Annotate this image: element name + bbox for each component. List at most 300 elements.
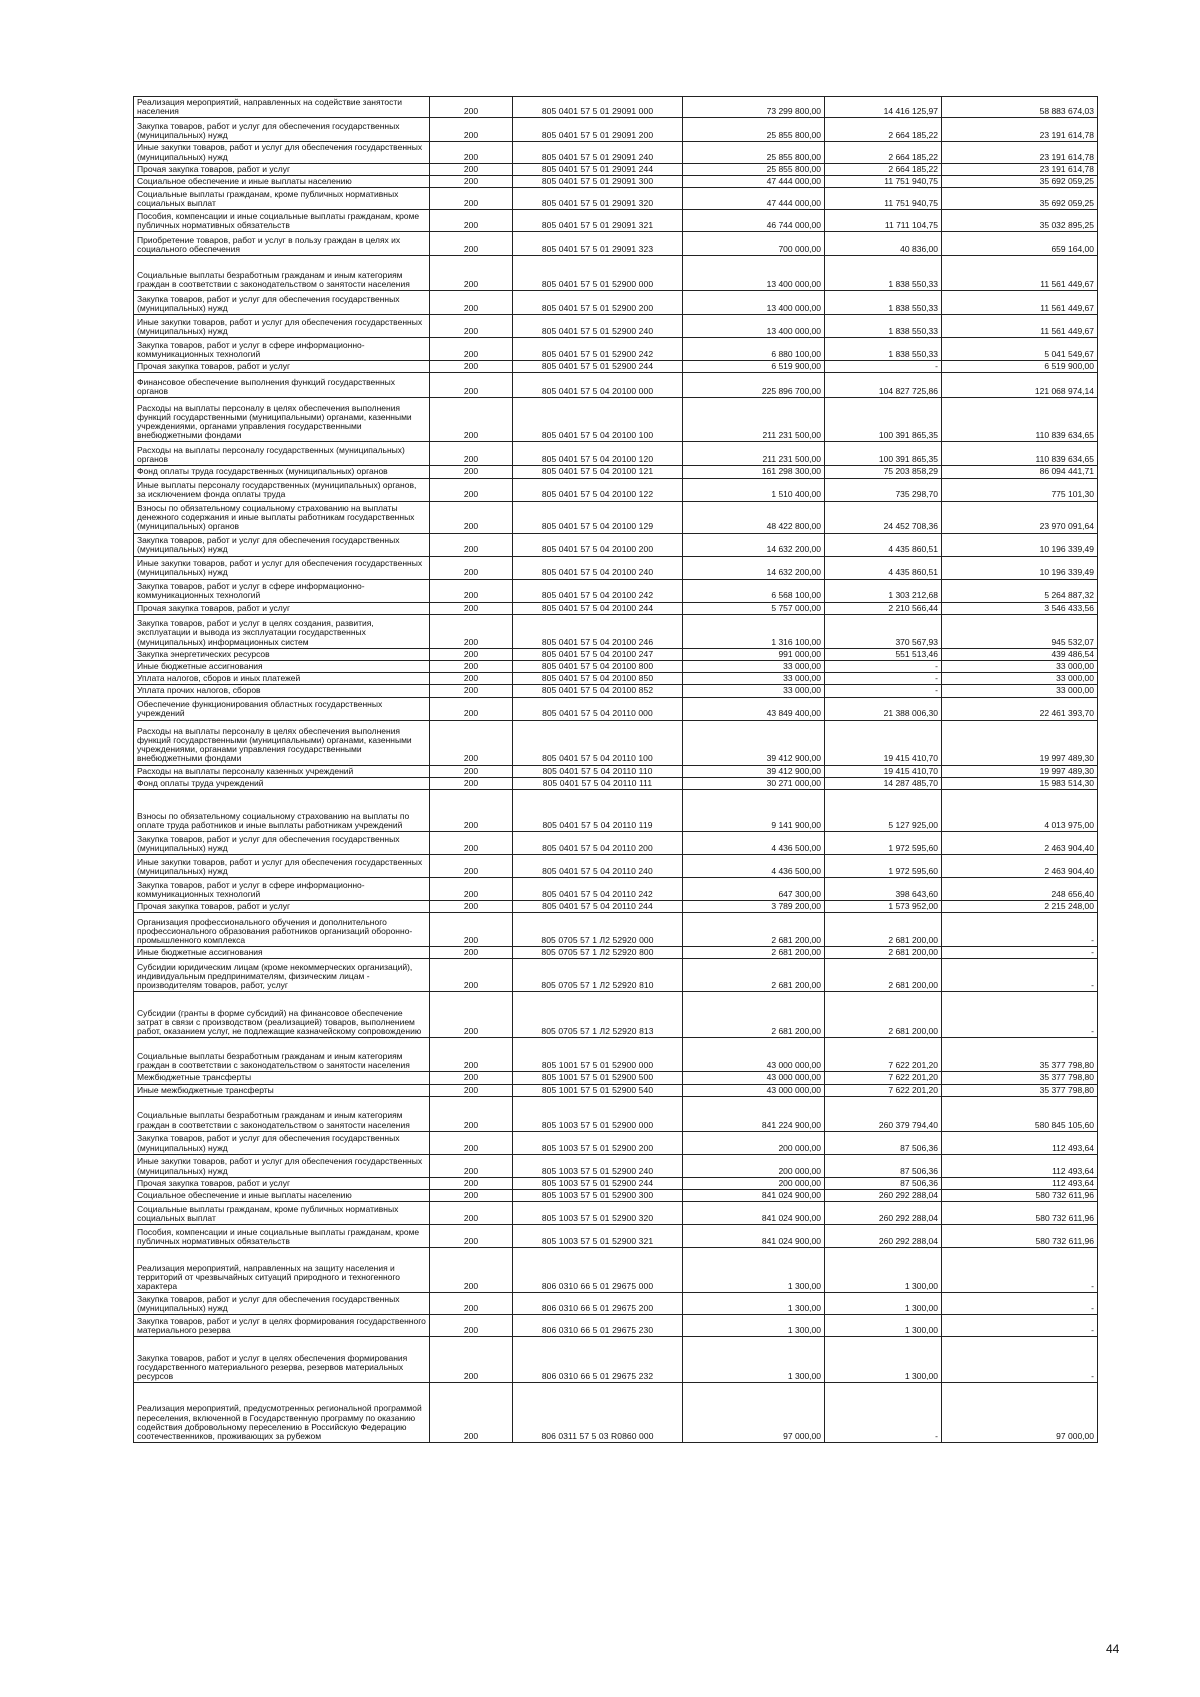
cell-exec: - <box>825 685 942 697</box>
cell-exec: 2 681 200,00 <box>825 959 942 992</box>
cell-plan: 200 000,00 <box>683 1154 825 1177</box>
cell-plan: 6 519 900,00 <box>683 361 825 373</box>
cell-name: Прочая закупка товаров, работ и услуг <box>134 901 430 913</box>
cell-name: Социальные выплаты безработным гражданам и иным категориям граждан в соответствии с законодательством о занятости населения <box>134 1096 430 1131</box>
cell-vr: 200 <box>430 901 513 913</box>
cell-name: Иные бюджетные ассигнования <box>134 947 430 959</box>
cell-code: 806 0311 57 5 03 R0860 000 <box>513 1383 683 1443</box>
cell-name: Закупка товаров, работ и услуг в сфере информационно-коммуникационных технологий <box>134 338 430 361</box>
cell-code: 806 0310 66 5 01 29675 232 <box>513 1337 683 1383</box>
cell-exec: - <box>825 661 942 673</box>
cell-plan: 4 436 500,00 <box>683 855 825 878</box>
cell-vr: 200 <box>430 1315 513 1337</box>
cell-code: 805 0401 57 5 04 20100 852 <box>513 685 683 697</box>
cell-plan: 73 299 800,00 <box>683 97 825 118</box>
cell-plan: 25 855 800,00 <box>683 142 825 163</box>
cell-vr: 200 <box>430 533 513 556</box>
cell-vr: 200 <box>430 466 513 478</box>
cell-vr: 200 <box>430 648 513 660</box>
cell-plan: 43 000 000,00 <box>683 1072 825 1084</box>
table-row <box>134 1293 1098 1315</box>
cell-name: Социальное обеспечение и иные выплаты населению <box>134 1190 430 1202</box>
cell-rest: 19 997 489,30 <box>942 720 1098 765</box>
cell-rest: 110 839 634,65 <box>942 442 1098 466</box>
cell-code: 805 1003 57 5 01 52900 321 <box>513 1225 683 1248</box>
cell-vr: 200 <box>430 118 513 142</box>
cell-name: Пособия, компенсации и иные социальные выплаты гражданам, кроме публичных нормативных обязательств <box>134 1225 430 1248</box>
cell-exec: 7 622 201,20 <box>825 1038 942 1072</box>
cell-code: 805 0401 57 5 01 52900 000 <box>513 256 683 291</box>
cell-code: 805 0401 57 5 04 20100 247 <box>513 648 683 660</box>
cell-exec: 1 303 212,68 <box>825 579 942 602</box>
cell-exec: 2 664 185,22 <box>825 118 942 142</box>
cell-rest: 2 463 904,40 <box>942 855 1098 878</box>
cell-rest: 248 656,40 <box>942 878 1098 901</box>
cell-code: 805 0401 57 5 04 20100 240 <box>513 556 683 579</box>
cell-exec: 2 664 185,22 <box>825 163 942 175</box>
cell-name: Реализация мероприятий, предусмотренных региональной программой переселения, включенной в Государственную программу по оказанию содействия добровольному переселению в Российскую Федерацию соотечественников, проживающих за рубежом <box>134 1383 430 1443</box>
cell-exec: 4 435 860,51 <box>825 533 942 556</box>
table-row <box>134 118 1098 142</box>
cell-code: 805 0401 57 5 04 20100 244 <box>513 602 683 614</box>
table-row <box>134 315 1098 338</box>
cell-name: Пособия, компенсации и иные социальные выплаты гражданам, кроме публичных нормативных обязательств <box>134 210 430 232</box>
table-row <box>134 648 1098 660</box>
cell-rest: 6 519 900,00 <box>942 361 1098 373</box>
cell-name: Закупка товаров, работ и услуг для обеспечения государственных (муниципальных) нужд <box>134 533 430 556</box>
cell-plan: 13 400 000,00 <box>683 256 825 291</box>
cell-exec: 87 506,36 <box>825 1131 942 1154</box>
cell-rest: 35 377 798,80 <box>942 1038 1098 1072</box>
cell-code: 805 0401 57 5 04 20100 120 <box>513 442 683 466</box>
cell-rest: 659 164,00 <box>942 232 1098 256</box>
cell-plan: 14 632 200,00 <box>683 556 825 579</box>
table-row <box>134 338 1098 361</box>
cell-name: Расходы на выплаты персоналу казенных учреждений <box>134 765 430 777</box>
table-row <box>134 442 1098 466</box>
table-row <box>134 142 1098 163</box>
cell-name: Фонд оплаты труда учреждений <box>134 777 430 789</box>
cell-code: 805 0401 57 5 04 20110 244 <box>513 901 683 913</box>
cell-code: 805 0401 57 5 04 20110 111 <box>513 777 683 789</box>
cell-rest: 580 732 611,96 <box>942 1202 1098 1225</box>
cell-plan: 39 412 900,00 <box>683 765 825 777</box>
cell-exec: 7 622 201,20 <box>825 1084 942 1096</box>
cell-exec: 24 452 708,36 <box>825 501 942 533</box>
cell-vr: 200 <box>430 1202 513 1225</box>
cell-exec: - <box>825 361 942 373</box>
cell-code: 805 0401 57 5 01 52900 240 <box>513 315 683 338</box>
cell-vr: 200 <box>430 1337 513 1383</box>
cell-vr: 200 <box>430 614 513 648</box>
cell-name: Социальные выплаты безработным гражданам и иным категориям граждан в соответствии с законодательством о занятости населения <box>134 256 430 291</box>
cell-rest: - <box>942 992 1098 1038</box>
cell-name: Иные бюджетные ассигнования <box>134 661 430 673</box>
cell-rest: 112 493,64 <box>942 1154 1098 1177</box>
cell-vr: 200 <box>430 661 513 673</box>
cell-code: 805 0401 57 5 04 20110 240 <box>513 855 683 878</box>
cell-rest: 22 461 393,70 <box>942 697 1098 720</box>
cell-vr: 200 <box>430 97 513 118</box>
cell-code: 805 0401 57 5 04 20110 110 <box>513 765 683 777</box>
cell-code: 805 0401 57 5 04 20110 000 <box>513 697 683 720</box>
cell-exec: 7 622 201,20 <box>825 1072 942 1084</box>
cell-code: 805 0705 57 1 Л2 52920 810 <box>513 959 683 992</box>
cell-name: Прочая закупка товаров, работ и услуг <box>134 361 430 373</box>
cell-rest: 112 493,64 <box>942 1177 1098 1189</box>
table-row <box>134 256 1098 291</box>
table-row <box>134 878 1098 901</box>
cell-exec: 260 379 794,40 <box>825 1096 942 1131</box>
cell-name: Иные выплаты персоналу государственных (муниципальных) органов, за исключением фонда оплаты труда <box>134 478 430 501</box>
cell-name: Закупка товаров, работ и услуг для обеспечения государственных (муниципальных) нужд <box>134 1293 430 1315</box>
cell-exec: 19 415 410,70 <box>825 720 942 765</box>
cell-vr: 200 <box>430 1154 513 1177</box>
cell-code: 806 0310 66 5 01 29675 230 <box>513 1315 683 1337</box>
cell-code: 805 0401 57 5 04 20100 200 <box>513 533 683 556</box>
budget-execution-table <box>133 96 1098 1443</box>
cell-rest: 4 013 975,00 <box>942 790 1098 832</box>
cell-plan: 841 024 900,00 <box>683 1225 825 1248</box>
cell-exec: 75 203 858,29 <box>825 466 942 478</box>
cell-vr: 200 <box>430 1248 513 1293</box>
cell-exec: - <box>825 673 942 685</box>
cell-name: Расходы на выплаты персоналу государственных (муниципальных) органов <box>134 442 430 466</box>
table-row <box>134 361 1098 373</box>
cell-plan: 841 224 900,00 <box>683 1096 825 1131</box>
cell-rest: 439 486,54 <box>942 648 1098 660</box>
cell-rest: - <box>942 1315 1098 1337</box>
cell-rest: - <box>942 1248 1098 1293</box>
cell-plan: 25 855 800,00 <box>683 163 825 175</box>
cell-vr: 200 <box>430 685 513 697</box>
cell-name: Субсидии (гранты в форме субсидий) на финансовое обеспечение затрат в связи с производством (реализацией) товаров, выполнением работ, оказанием услуг, не подлежащие казначейскому сопровождению <box>134 992 430 1038</box>
table-row <box>134 661 1098 673</box>
table-row <box>134 1177 1098 1189</box>
cell-exec: 87 506,36 <box>825 1177 942 1189</box>
cell-name: Закупка товаров, работ и услуг в целях формирования государственного материального резерва <box>134 1315 430 1337</box>
cell-exec: 104 827 725,86 <box>825 373 942 398</box>
cell-name: Социальные выплаты гражданам, кроме публичных нормативных социальных выплат <box>134 188 430 210</box>
cell-name: Приобретение товаров, работ и услуг в пользу граждан в целях их социального обеспечения <box>134 232 430 256</box>
table-row <box>134 1248 1098 1293</box>
cell-vr: 200 <box>430 720 513 765</box>
cell-name: Закупка товаров, работ и услуг в целях обеспечения формирования государственного материального резерва, резервов материальных ресурсов <box>134 1337 430 1383</box>
cell-name: Прочая закупка товаров, работ и услуг <box>134 1177 430 1189</box>
cell-rest: 11 561 449,67 <box>942 291 1098 315</box>
cell-code: 805 0401 57 5 01 52900 242 <box>513 338 683 361</box>
cell-name: Иные закупки товаров, работ и услуг для обеспечения государственных (муниципальных) нужд <box>134 556 430 579</box>
cell-code: 805 0401 57 5 01 52900 200 <box>513 291 683 315</box>
cell-vr: 200 <box>430 1131 513 1154</box>
cell-vr: 200 <box>430 232 513 256</box>
table-row <box>134 232 1098 256</box>
cell-rest: 580 732 611,96 <box>942 1190 1098 1202</box>
cell-rest: 33 000,00 <box>942 685 1098 697</box>
cell-name: Обеспечение функционирования областных государственных учреждений <box>134 697 430 720</box>
cell-exec: 551 513,46 <box>825 648 942 660</box>
cell-name: Организация профессионального обучения и дополнительного профессионального образования работников организаций оборонно-промышленного комплекса <box>134 913 430 947</box>
cell-rest: 23 191 614,78 <box>942 118 1098 142</box>
cell-code: 805 0401 57 5 04 20100 242 <box>513 579 683 602</box>
table-row <box>134 1383 1098 1443</box>
cell-exec: 260 292 288,04 <box>825 1202 942 1225</box>
table-row <box>134 1202 1098 1225</box>
cell-exec: 1 300,00 <box>825 1293 942 1315</box>
cell-rest: 35 377 798,80 <box>942 1072 1098 1084</box>
cell-rest: 33 000,00 <box>942 673 1098 685</box>
cell-code: 805 0401 57 5 01 52900 244 <box>513 361 683 373</box>
cell-vr: 200 <box>430 556 513 579</box>
cell-code: 805 0401 57 5 01 29091 323 <box>513 232 683 256</box>
cell-plan: 5 757 000,00 <box>683 602 825 614</box>
cell-exec: 11 751 940,75 <box>825 188 942 210</box>
cell-exec: 1 838 550,33 <box>825 256 942 291</box>
cell-plan: 1 316 100,00 <box>683 614 825 648</box>
cell-rest: - <box>942 959 1098 992</box>
cell-plan: 3 789 200,00 <box>683 901 825 913</box>
cell-vr: 200 <box>430 1177 513 1189</box>
cell-name: Иные закупки товаров, работ и услуг для обеспечения государственных (муниципальных) нужд <box>134 142 430 163</box>
cell-rest: 2 463 904,40 <box>942 832 1098 855</box>
cell-plan: 1 300,00 <box>683 1293 825 1315</box>
cell-vr: 200 <box>430 602 513 614</box>
cell-vr: 200 <box>430 315 513 338</box>
cell-plan: 700 000,00 <box>683 232 825 256</box>
table-body <box>134 97 1098 1443</box>
cell-code: 805 1003 57 5 01 52900 200 <box>513 1131 683 1154</box>
cell-exec: 4 435 860,51 <box>825 556 942 579</box>
cell-vr: 200 <box>430 501 513 533</box>
cell-exec: 1 838 550,33 <box>825 291 942 315</box>
cell-rest: - <box>942 1293 1098 1315</box>
cell-name: Иные межбюджетные трансферты <box>134 1084 430 1096</box>
cell-rest: 3 546 433,56 <box>942 602 1098 614</box>
cell-code: 805 0401 57 5 01 29091 244 <box>513 163 683 175</box>
cell-code: 805 1003 57 5 01 52900 000 <box>513 1096 683 1131</box>
cell-code: 805 0401 57 5 04 20100 246 <box>513 614 683 648</box>
cell-name: Финансовое обеспечение выполнения функций государственных органов <box>134 373 430 398</box>
cell-plan: 43 000 000,00 <box>683 1038 825 1072</box>
cell-name: Закупка товаров, работ и услуг для обеспечения государственных (муниципальных) нужд <box>134 1131 430 1154</box>
cell-rest: 11 561 449,67 <box>942 315 1098 338</box>
table-row <box>134 188 1098 210</box>
cell-code: 805 0401 57 5 01 29091 000 <box>513 97 683 118</box>
table-row <box>134 556 1098 579</box>
cell-plan: 13 400 000,00 <box>683 291 825 315</box>
cell-name: Взносы по обязательному социальному страхованию на выплаты по оплате труда работников и иные выплаты работникам учреждений <box>134 790 430 832</box>
cell-exec: 19 415 410,70 <box>825 765 942 777</box>
table-row <box>134 478 1098 501</box>
cell-plan: 200 000,00 <box>683 1131 825 1154</box>
table-row <box>134 1337 1098 1383</box>
cell-vr: 200 <box>430 992 513 1038</box>
cell-code: 805 0705 57 1 Л2 52920 000 <box>513 913 683 947</box>
cell-name: Субсидии юридическим лицам (кроме некоммерческих организаций), индивидуальным предпринимателям, физическим лицам - производителям товаров, работ, услуг <box>134 959 430 992</box>
cell-plan: 2 681 200,00 <box>683 947 825 959</box>
cell-exec: 2 681 200,00 <box>825 992 942 1038</box>
cell-plan: 1 510 400,00 <box>683 478 825 501</box>
cell-plan: 14 632 200,00 <box>683 533 825 556</box>
cell-code: 805 0401 57 5 01 29091 320 <box>513 188 683 210</box>
cell-plan: 47 444 000,00 <box>683 188 825 210</box>
cell-code: 805 0401 57 5 01 29091 321 <box>513 210 683 232</box>
cell-rest: 23 191 614,78 <box>942 142 1098 163</box>
cell-rest: 19 997 489,30 <box>942 765 1098 777</box>
cell-rest: 10 196 339,49 <box>942 533 1098 556</box>
cell-vr: 200 <box>430 777 513 789</box>
cell-code: 805 0401 57 5 01 29091 300 <box>513 176 683 188</box>
cell-rest: 112 493,64 <box>942 1131 1098 1154</box>
cell-name: Социальное обеспечение и иные выплаты населению <box>134 176 430 188</box>
cell-code: 805 0401 57 5 01 29091 240 <box>513 142 683 163</box>
table-row <box>134 163 1098 175</box>
table-row <box>134 176 1098 188</box>
cell-plan: 841 024 900,00 <box>683 1190 825 1202</box>
cell-rest: 945 532,07 <box>942 614 1098 648</box>
cell-code: 805 0705 57 1 Л2 52920 800 <box>513 947 683 959</box>
cell-vr: 200 <box>430 398 513 442</box>
table-row <box>134 614 1098 648</box>
table-row <box>134 373 1098 398</box>
cell-name: Закупка энергетических ресурсов <box>134 648 430 660</box>
table-row <box>134 1190 1098 1202</box>
cell-plan: 647 300,00 <box>683 878 825 901</box>
cell-name: Иные закупки товаров, работ и услуг для обеспечения государственных (муниципальных) нужд <box>134 315 430 338</box>
cell-name: Уплата налогов, сборов и иных платежей <box>134 673 430 685</box>
cell-plan: 9 141 900,00 <box>683 790 825 832</box>
cell-rest: 11 561 449,67 <box>942 256 1098 291</box>
cell-name: Прочая закупка товаров, работ и услуг <box>134 163 430 175</box>
cell-code: 805 0401 57 5 04 20100 129 <box>513 501 683 533</box>
cell-vr: 200 <box>430 188 513 210</box>
table-row <box>134 685 1098 697</box>
cell-exec: 260 292 288,04 <box>825 1190 942 1202</box>
cell-plan: 33 000,00 <box>683 661 825 673</box>
cell-exec: 1 838 550,33 <box>825 338 942 361</box>
table-row <box>134 913 1098 947</box>
table-row <box>134 673 1098 685</box>
cell-code: 805 1003 57 5 01 52900 240 <box>513 1154 683 1177</box>
cell-vr: 200 <box>430 855 513 878</box>
cell-code: 805 0401 57 5 04 20110 200 <box>513 832 683 855</box>
cell-vr: 200 <box>430 579 513 602</box>
cell-plan: 25 855 800,00 <box>683 118 825 142</box>
cell-rest: 110 839 634,65 <box>942 398 1098 442</box>
cell-rest: 35 377 798,80 <box>942 1084 1098 1096</box>
table-row <box>134 947 1098 959</box>
cell-vr: 200 <box>430 1293 513 1315</box>
table-row <box>134 832 1098 855</box>
cell-exec: 11 751 940,75 <box>825 176 942 188</box>
cell-code: 806 0310 66 5 01 29675 000 <box>513 1248 683 1293</box>
cell-vr: 200 <box>430 1084 513 1096</box>
cell-vr: 200 <box>430 1096 513 1131</box>
cell-rest: 33 000,00 <box>942 661 1098 673</box>
cell-vr: 200 <box>430 765 513 777</box>
cell-exec: 1 838 550,33 <box>825 315 942 338</box>
cell-rest: 580 845 105,60 <box>942 1096 1098 1131</box>
table-row <box>134 959 1098 992</box>
cell-rest: 775 101,30 <box>942 478 1098 501</box>
cell-exec: 260 292 288,04 <box>825 1225 942 1248</box>
table-row <box>134 765 1098 777</box>
cell-rest: 58 883 674,03 <box>942 97 1098 118</box>
cell-code: 805 0401 57 5 04 20110 100 <box>513 720 683 765</box>
cell-plan: 6 568 100,00 <box>683 579 825 602</box>
cell-code: 805 0401 57 5 04 20100 000 <box>513 373 683 398</box>
cell-code: 805 1001 57 5 01 52900 000 <box>513 1038 683 1072</box>
cell-plan: 33 000,00 <box>683 673 825 685</box>
cell-vr: 200 <box>430 291 513 315</box>
cell-code: 805 0401 57 5 04 20100 100 <box>513 398 683 442</box>
cell-exec: 5 127 925,00 <box>825 790 942 832</box>
cell-exec: 2 681 200,00 <box>825 947 942 959</box>
cell-exec: 40 836,00 <box>825 232 942 256</box>
cell-vr: 200 <box>430 1225 513 1248</box>
cell-exec: 1 300,00 <box>825 1315 942 1337</box>
cell-plan: 43 000 000,00 <box>683 1084 825 1096</box>
cell-name: Закупка товаров, работ и услуг для обеспечения государственных (муниципальных) нужд <box>134 832 430 855</box>
cell-plan: 211 231 500,00 <box>683 442 825 466</box>
cell-exec: 100 391 865,35 <box>825 398 942 442</box>
cell-code: 805 0401 57 5 04 20100 800 <box>513 661 683 673</box>
cell-name: Социальные выплаты гражданам, кроме публичных нормативных социальных выплат <box>134 1202 430 1225</box>
table-row <box>134 97 1098 118</box>
cell-exec: 2 664 185,22 <box>825 142 942 163</box>
cell-exec: 14 287 485,70 <box>825 777 942 789</box>
cell-rest: 5 264 887,32 <box>942 579 1098 602</box>
cell-plan: 6 880 100,00 <box>683 338 825 361</box>
cell-plan: 43 849 400,00 <box>683 697 825 720</box>
cell-vr: 200 <box>430 697 513 720</box>
cell-vr: 200 <box>430 1190 513 1202</box>
cell-rest: - <box>942 1337 1098 1383</box>
cell-plan: 33 000,00 <box>683 685 825 697</box>
table-row <box>134 1154 1098 1177</box>
cell-rest: 2 215 248,00 <box>942 901 1098 913</box>
cell-code: 805 1003 57 5 01 52900 320 <box>513 1202 683 1225</box>
cell-exec: 1 972 595,60 <box>825 832 942 855</box>
cell-rest: 35 032 895,25 <box>942 210 1098 232</box>
cell-vr: 200 <box>430 163 513 175</box>
cell-exec: 1 573 952,00 <box>825 901 942 913</box>
cell-code: 805 0401 57 5 04 20110 119 <box>513 790 683 832</box>
cell-name: Межбюджетные трансферты <box>134 1072 430 1084</box>
cell-code: 805 0401 57 5 01 29091 200 <box>513 118 683 142</box>
cell-vr: 200 <box>430 959 513 992</box>
cell-plan: 97 000,00 <box>683 1383 825 1443</box>
cell-plan: 211 231 500,00 <box>683 398 825 442</box>
cell-plan: 2 681 200,00 <box>683 992 825 1038</box>
cell-vr: 200 <box>430 1383 513 1443</box>
table-row <box>134 720 1098 765</box>
cell-rest: 35 692 059,25 <box>942 176 1098 188</box>
cell-rest: 23 970 091,64 <box>942 501 1098 533</box>
cell-code: 805 0401 57 5 04 20100 850 <box>513 673 683 685</box>
cell-exec: 2 681 200,00 <box>825 913 942 947</box>
cell-plan: 48 422 800,00 <box>683 501 825 533</box>
cell-name: Иные закупки товаров, работ и услуг для обеспечения государственных (муниципальных) нужд <box>134 1154 430 1177</box>
table-row <box>134 1315 1098 1337</box>
cell-exec: 2 210 566,44 <box>825 602 942 614</box>
cell-name: Закупка товаров, работ и услуг для обеспечения государственных (муниципальных) нужд <box>134 118 430 142</box>
table-row <box>134 501 1098 533</box>
cell-vr: 200 <box>430 338 513 361</box>
cell-vr: 200 <box>430 361 513 373</box>
cell-rest: - <box>942 913 1098 947</box>
cell-exec: - <box>825 1383 942 1443</box>
